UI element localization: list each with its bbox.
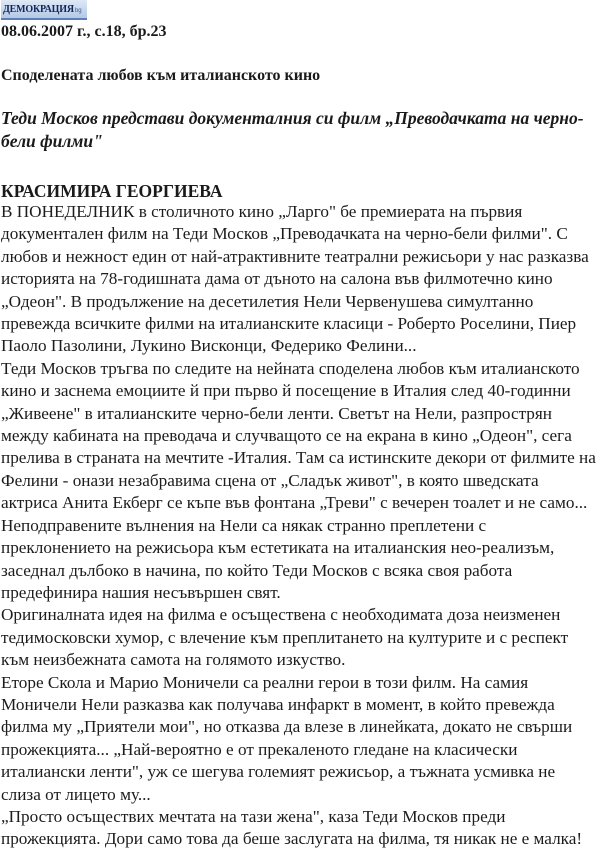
newspaper-logo[interactable] — [1, 0, 87, 20]
paragraph: „Просто осъществих мечтата на тази жена", каза Теди Москов преди прожекцията. Дори само това да беше заслугата на филма, тя никак не е малка! — [1, 806, 583, 849]
paragraph: Теди Москов тръгва по следите на нейната споделена любов към италианското кино и заснема емоциите й при първо й посещение в Италия след 40-годинни „Живеене" в италианските черно-бели ленти. Светът на Нели, разпрострян между кабината на преводача и случващото се на екрана в кино „Одеон", сега прелива в страната на мечтите -Италия. Там са истинските декори от филмите на Фелини - онази незабравима сцена от „Сладък живот", в която шведската актриса Анита Екберг се къпе във фонтана „Треви" с вечерен тоалет и не само... — [1, 358, 596, 513]
paragraph: Еторе Скола и Марио Моничели са реални герои в този филм. На самия Моничели Нели разказва как получава инфаркт в момент, в който превежда филма му „Приятели мои", но отказва да влезе в линейката, докато не свърши прожекцията... „Най-вероятно е от прекаленото гледане на класически италиански ленти", уж се шегува големият режисьор, а тъжната усмивка не слиза от лицето му... — [1, 672, 573, 804]
article-headline: Теди Москов представи документалния си филм „Преводачката на черно-бели филми" — [1, 108, 584, 151]
article-rubric: Споделената любов към италианското кино — [1, 67, 321, 84]
logo-text: ДЕМОКРАЦИЯ — [3, 3, 74, 15]
issue-dateline: 08.06.2007 г., с.18, бр.23 — [1, 23, 167, 40]
paragraph: Неподправените вълнения на Нели са някак странно преплетени с преклонението на режисьора към естетиката на италианския нео-реализъм, заседнал дълбоко в начина, по който Теди Москов с всяка своя работа предефинира нашия несъвършен свят. — [1, 515, 555, 602]
article-body — [1, 201, 599, 851]
paragraph: Оригиналната идея на филма е осъществена с необходимата доза неизменен тедимосковски хумор, с влечение към преплитането на културите и с респект към неизбежната самота на голямото изкуство. — [1, 605, 569, 670]
logo-suffix: bg — [74, 8, 82, 14]
paragraph: В ПОНЕДЕЛНИК в столичното кино „Ларго" бе премиерата на първия документален филм на Теди Москов „Преводачката на черно-бели филми". С любов и нежност един от най-атрактивните театрални режисьори у нас разказва историята на 78-годишната дама от дъното на салона във филмотечно кино „Одеон". В продължение на десетилетия Нели Червенушева симултанно превежда всичките филми на италианските класици - Роберто Роселини, Пиер Паоло Пазолини, Лукино Висконци, Федерико Фелини... — [1, 202, 589, 356]
article-author: КРАСИМИРА ГЕОРГИЕВА — [1, 181, 223, 201]
